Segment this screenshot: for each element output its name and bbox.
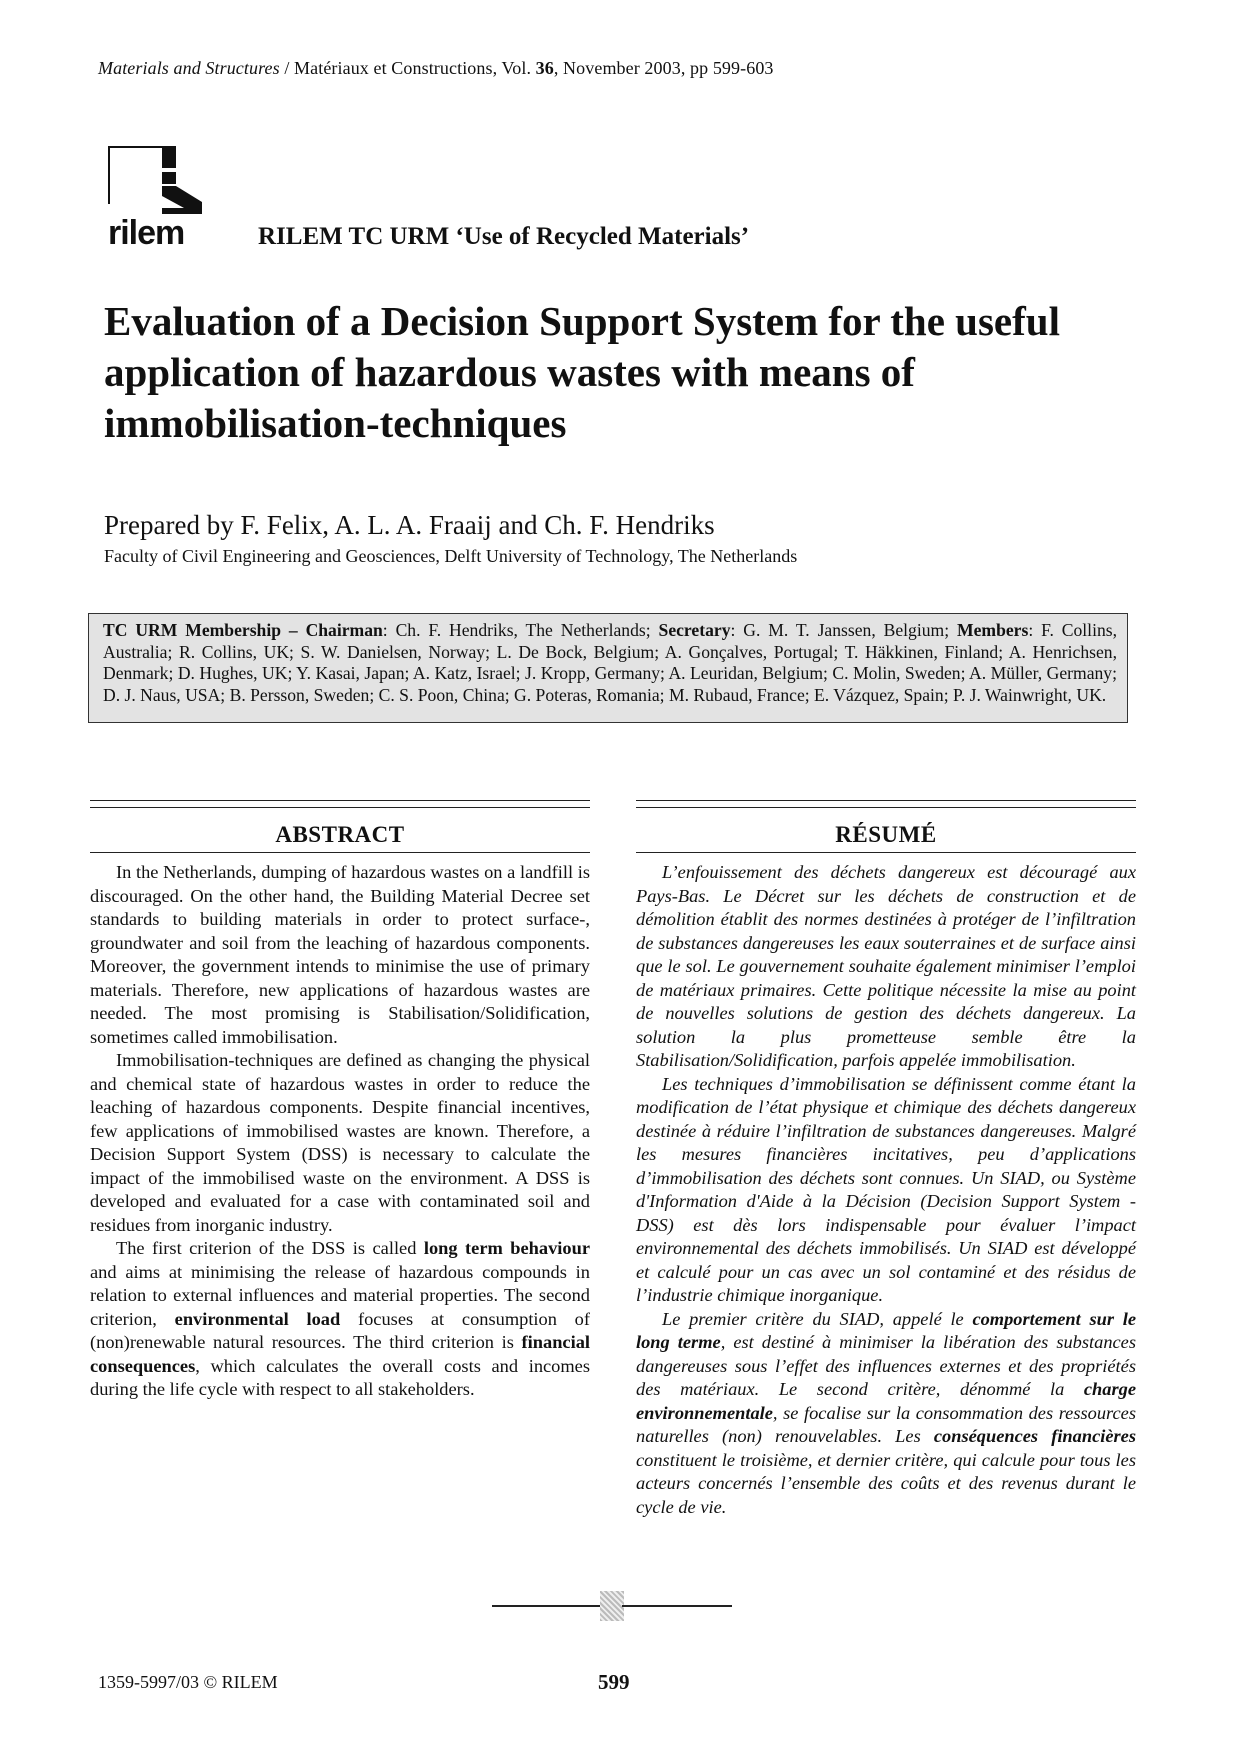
resume-term-env-load: charge environnementale [636, 1379, 1136, 1423]
abstract-paragraph-2: Immobilisation-techniques are defined as changing the physical and chemical state of hazardous wastes in order to reduce the leaching of hazardous components. Despite financial incentives, few applications of immobilised wastes are known. Therefore, a Decision Support System (DSS) is necessary to calculate the impact of the immobilised waste on the environment. A DSS is developed and evaluated for a case with contaminated soil and residues from inorganic industry. [90, 1050, 590, 1235]
journal-citation-post: , November 2003, pp 599-603 [553, 58, 774, 78]
logo-wordmark: rilem [108, 214, 185, 252]
resume-paragraph-3 [636, 1308, 1136, 1520]
authors: Prepared by F. Felix, A. L. A. Fraaij and Ch. F. Hendriks [104, 510, 715, 540]
membership-members: : F. Collins, Australia; R. Collins, UK; S. W. Danielsen, Norway; L. De Bock, Belgium; A. Gonçalves, Portugal; T. Häkkinen, Finland; A. Henrichsen, Denmark; D. Hughes, UK; Y. Kasai, Japan; A. Katz, Israel; J. Kropp, Germany; A. Leuridan, Belgium; C. Molin, Sweden; A. Müller, Germany; D. J. Naus, USA; B. Persson, Sweden; C. S. Poon, China; G. Poteras, Romania; M. Rubaud, France; E. Vázquez, Spain; P. J. Wainwright, UK. [103, 620, 1117, 705]
resume-rule-top [636, 800, 1136, 805]
journal-citation [98, 58, 774, 79]
abstract-p3-d: focuses at consumption of (non)renewable natural resources. The third criterion is [90, 1308, 591, 1352]
page-number: 599 [598, 1670, 630, 1694]
resume-p3-d: , se focalise sur la consommation des ressources naturelles (non) renouvelables. Les [636, 1402, 1136, 1446]
resume-p3-a: Le premier critère du SIAD, appelé le [662, 1308, 973, 1329]
abstract-p3-c: and aims at minimising the release of hazardous compounds in relation to external influences and material properties. The second criterion, [90, 1261, 590, 1329]
resume-rule-bottom [636, 852, 1136, 853]
resume-rule-double [636, 807, 1136, 808]
resume-heading: RÉSUMÉ [835, 822, 937, 847]
abstract-heading: ABSTRACT [275, 822, 405, 847]
resume-term-long-term: comportement sur le long terme [636, 1308, 1136, 1352]
abstract-term-long-term: long term behaviour [423, 1238, 590, 1258]
membership-label-chairman: TC URM Membership – Chairman [103, 620, 383, 640]
resume-term-financial: conséquences financières [933, 1426, 1136, 1446]
rilem-logo-icon [162, 146, 202, 214]
committee-title: RILEM TC URM ‘Use of Recycled Materials’ [258, 223, 750, 250]
membership-box [88, 613, 1128, 723]
issn-copyright: 1359-5997/03 © RILEM [98, 1672, 278, 1692]
membership-label-members: Members [957, 620, 1029, 640]
logo-frame [108, 146, 168, 204]
resume-p3-c: , est destiné à minimiser la libération des substances dangereuses sous l’effet des influences externes et des propriétés des matériaux. Le second critère, dénommé la [636, 1332, 1137, 1399]
journal-name: Materials and Structures [98, 58, 280, 78]
journal-citation-pre: / Matériaux et Constructions, Vol. [279, 58, 536, 78]
abstract-paragraph-3 [90, 1237, 590, 1402]
journal-volume: 36 [535, 58, 554, 78]
abstract-column [90, 800, 590, 1402]
affiliation: Faculty of Civil Engineering and Geosciences, Delft University of Technology, The Netherlands [104, 546, 798, 566]
abstract-rule-double [90, 807, 590, 808]
membership-secretary: : G. M. T. Janssen, Belgium; [730, 620, 957, 640]
resume-paragraph-1: L’enfouissement des déchets dangereux est découragé aux Pays-Bas. Le Décret sur les déchets de construction et de démolition établit des normes destinées à protéger de l’infiltration de substances dangereuses les eaux souterraines et de surface ainsi que le sol. Le gouvernement souhaite également minimiser l’emploi de matériaux primaires. Cette politique nécessite la mise au point de nouvelles solutions de gestion des déchets dangereux. La solution la plus prometteuse semble être la Stabilisation/Solidification, parfois appelée immobilisation. [636, 862, 1136, 1070]
abstract-rule-bottom [90, 852, 590, 853]
paper-title: Evaluation of a Decision Support System for the useful application of hazardous wastes with means of immobilisation-techniques [104, 298, 1060, 446]
separator-line-right [622, 1605, 732, 1607]
separator-line-left [492, 1605, 602, 1607]
membership-label-secretary: Secretary [658, 620, 731, 640]
abstract-rule-top [90, 800, 590, 805]
abstract-term-env-load: environmental load [174, 1308, 341, 1329]
rilem-logo [108, 146, 200, 252]
resume-paragraph-2: Les techniques d’immobilisation se définissent comme étant la modification de l’état physique et chimique des déchets dangereux destinée à réduire l’infiltration de substances dangereuses. Malgré les mesures financières incitatives, peu d’applications d’immobilisation des déchets sont connues. Un SIAD, ou Système d'Information d'Aide à la Décision (Decision Support System - DSS) est dès lors indispensable pour évaluer l’impact environnemental des déchets immobilisés. Un SIAD est développé et calculé pour un cas avec un sol contaminé et des résidus de l’industrie chimique inorganique. [636, 1073, 1136, 1305]
membership-chairman: : Ch. F. Hendriks, The Netherlands; [382, 620, 659, 640]
resume-column [636, 800, 1136, 1519]
abstract-paragraph-1: In the Netherlands, dumping of hazardous wastes on a landfill is discouraged. On the other hand, the Building Material Decree set standards to building materials in order to protect surface-, groundwater and soil from the leaching of hazardous components. Moreover, the government intends to minimise the use of primary materials. Therefore, new applications of hazardous wastes are needed. The most promising is Stabilisation/Solidification, sometimes called immobilisation. [90, 862, 590, 1047]
section-separator [492, 1591, 732, 1621]
abstract-p3-e: , which calculates the overall costs and incomes during the life cycle with respect to all stakeholders. [90, 1355, 590, 1399]
resume-p3-e: constituent le troisième, et dernier critère, qui calcule pour tous les acteurs concernés l’ensemble des coûts et des revenus durant le cycle de vie. [636, 1449, 1136, 1517]
abstract-term-financial: financial consequences [90, 1332, 590, 1376]
separator-ornament [600, 1591, 624, 1621]
abstract-p3-a: The first criterion of the DSS is called [116, 1238, 424, 1258]
